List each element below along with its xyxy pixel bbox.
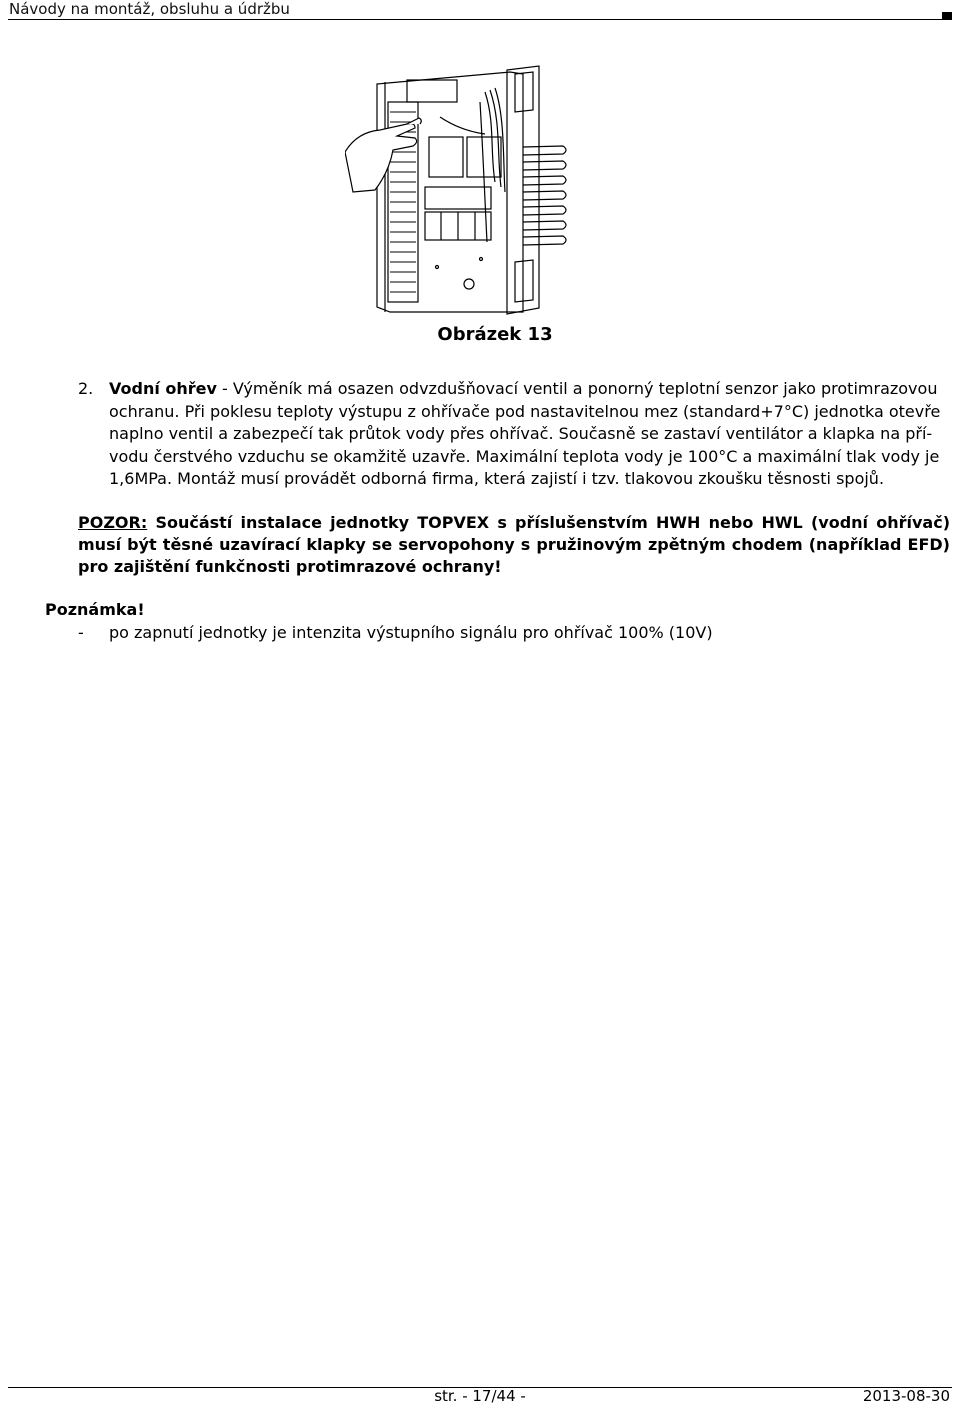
item-2-line: vodu čerstvého vzduchu se okamžitě uzavře. Maximální teplota vody je 100°C a maximální tlak vody je xyxy=(109,446,940,466)
item-2-heading: Vodní ohřev xyxy=(109,379,217,398)
note-item-text: po zapnutí jednotky je intenzita výstupního signálu pro ohřívač 100% (10V) xyxy=(109,623,713,642)
figure-caption: Obrázek 13 xyxy=(437,324,553,345)
warning-text: Součástí instalace jednotky TOPVEX s příslušenstvím HWH nebo HWL (vodní ohřívač) musí být těsné uzavírací klapky se servopohony s pružinovým zpětným chodem (například EFD) pro zajištění funkčnosti protimrazové ochrany! xyxy=(78,513,950,576)
page-header: Návody na montáž, obsluhu a údržbu xyxy=(9,0,290,18)
item-2-text xyxy=(109,378,950,401)
list-dash: - xyxy=(78,623,84,642)
footer-date: 2013-08-30 xyxy=(862,1387,950,1405)
note-title: Poznámka! xyxy=(45,600,145,619)
note-item xyxy=(78,623,713,642)
item-2-line: - Výměník má osazen odvzdušňovací ventil a ponorný teplotní senzor jako protimrazovou xyxy=(216,379,938,398)
item-2-line: naplno ventil a zabezpečí tak průtok vody přes ohřívač. Současně se zastaví ventilátor a klapka na pří- xyxy=(109,424,933,443)
item-2-line: ochranu. Při poklesu teploty výstupu z ohřívače pod nastavitelnou mez (standard+7°C) jednotka otevře xyxy=(109,401,941,421)
header-marker xyxy=(942,12,952,19)
page-number: str. - 17/44 - xyxy=(434,1387,526,1405)
item-2-paragraph xyxy=(78,378,950,401)
warning-label: POZOR: xyxy=(78,513,148,532)
item-2-line: 1,6MPa. Montáž musí provádět odborná firma, která zajistí i tzv. tlakovou zkoušku těsnosti spojů. xyxy=(109,469,885,488)
warning-paragraph xyxy=(78,512,950,578)
item-number: 2. xyxy=(78,379,94,398)
header-divider xyxy=(8,19,952,20)
control-panel-figure xyxy=(345,62,570,317)
